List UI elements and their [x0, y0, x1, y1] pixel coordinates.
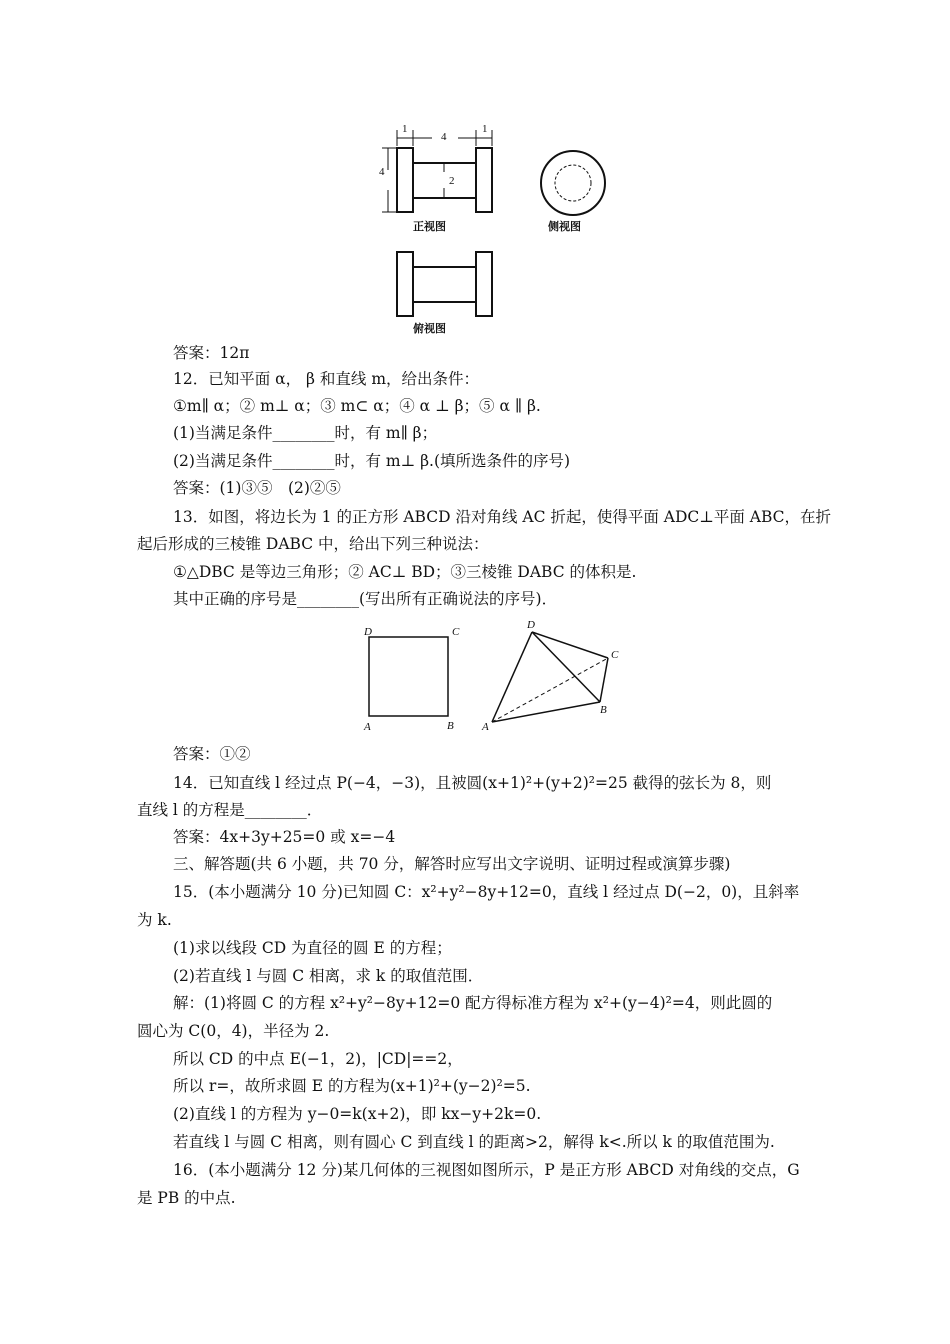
- section-3-heading: 三、解答题(共 6 小题，共 70 分，解答时应写出文字说明、证明过程或演算步骤): [173, 855, 731, 873]
- pyramid-label-a: A: [482, 721, 489, 733]
- dim-right: 1: [482, 123, 488, 135]
- pyramid-label-c: C: [611, 649, 619, 661]
- side-view: [541, 151, 605, 215]
- square-label-c: C: [452, 626, 460, 638]
- three-view-figure: [370, 120, 620, 340]
- q12-stem: 12．已知平面 α， β 和直线 m，给出条件：: [173, 370, 480, 388]
- q15-solution-3: 所以 CD 的中点 E(−1，2)，|CD|==2，: [173, 1050, 463, 1068]
- q15-solution-6: 若直线 l 与圆 C 相离，则有圆心 C 到直线 l 的距离>2，解得 k<.所以 k 的取值范围为.: [173, 1133, 775, 1151]
- pyramid-label-d: D: [527, 619, 535, 631]
- dim-height: 4: [379, 166, 385, 178]
- square-label-a: A: [364, 721, 371, 733]
- q15-solution-1: 解：(1)将圆 C 的方程 x²+y²−8y+12=0 配方得标准方程为 x²+(y−4)²=4，则此圆的: [173, 994, 773, 1012]
- q12-conditions: ①m∥ α；② m⊥ α；③ m⊂ α；④ α ⊥ β；⑤ α ∥ β.: [173, 397, 541, 415]
- q15-stem-2: 为 k.: [137, 911, 172, 929]
- top-view: [397, 252, 492, 316]
- q13-stem-2: 起后形成的三棱锥 DABC 中，给出下列三种说法：: [137, 535, 489, 553]
- q13-prompt: 其中正确的序号是________(写出所有正确说法的序号)．: [173, 590, 558, 608]
- q14-stem-1: 14．已知直线 l 经过点 P(−4，−3)，且被圆(x+1)²+(y+2)²=25 截得的弦长为 8，则: [173, 774, 772, 792]
- q13-statements: ①△DBC 是等边三角形；② AC⊥ BD；③三棱锥 DABC 的体积是.: [173, 563, 637, 581]
- q15-part1: (1)求以线段 CD 为直径的圆 E 的方程；: [173, 939, 452, 957]
- top-view-caption: 俯视图: [413, 322, 446, 335]
- q15-solution-4: 所以 r=，故所求圆 E 的方程为(x+1)²+(y−2)²=5.: [173, 1077, 531, 1095]
- square-label-b: B: [447, 720, 454, 732]
- pyramid-label-b: B: [600, 704, 607, 716]
- answer-12: 答案：(1)③⑤ (2)②⑤: [173, 479, 341, 497]
- q13-figure: [360, 618, 630, 736]
- answer-11: 答案：12π: [173, 344, 250, 362]
- answer-13: 答案：①②: [173, 745, 251, 763]
- square-abcd: [369, 637, 448, 716]
- q15-solution-5: (2)直线 l 的方程为 y−0=k(x+2)，即 kx−y+2k=0.: [173, 1105, 542, 1123]
- q16-stem-2: 是 PB 的中点.: [137, 1189, 236, 1207]
- side-view-caption: 侧视图: [548, 220, 581, 233]
- answer-14: 答案：4x+3y+25=0 或 x=−4: [173, 828, 396, 846]
- q15-part2: (2)若直线 l 与圆 C 相离，求 k 的取值范围．: [173, 967, 484, 985]
- q12-part2: (2)当满足条件________时，有 m⊥ β.(填所选条件的序号): [173, 452, 571, 470]
- q15-solution-2: 圆心为 C(0，4)，半径为 2.: [137, 1022, 330, 1040]
- q13-stem-1: 13．如图，将边长为 1 的正方形 ABCD 沿对角线 AC 折起，使得平面 ADC⊥平面 ABC，在折: [173, 508, 832, 526]
- q12-part1: (1)当满足条件________时，有 m∥ β；: [173, 424, 438, 442]
- front-view: [397, 148, 492, 212]
- square-label-d: D: [364, 626, 372, 638]
- dim-left: 1: [402, 123, 408, 135]
- front-view-caption: 正视图: [413, 220, 446, 233]
- pyramid-dabc: [492, 632, 608, 722]
- q15-stem-1: 15．(本小题满分 10 分)已知圆 C：x²+y²−8y+12=0，直线 l 经过点 D(−2，0)，且斜率: [173, 883, 800, 901]
- q14-stem-2: 直线 l 的方程是________．: [137, 801, 323, 819]
- q16-stem-1: 16．(本小题满分 12 分)某几何体的三视图如图所示，P 是正方形 ABCD 对角线的交点，G: [173, 1161, 800, 1179]
- dim-inner: 2: [449, 175, 455, 187]
- dim-middle: 4: [441, 131, 447, 143]
